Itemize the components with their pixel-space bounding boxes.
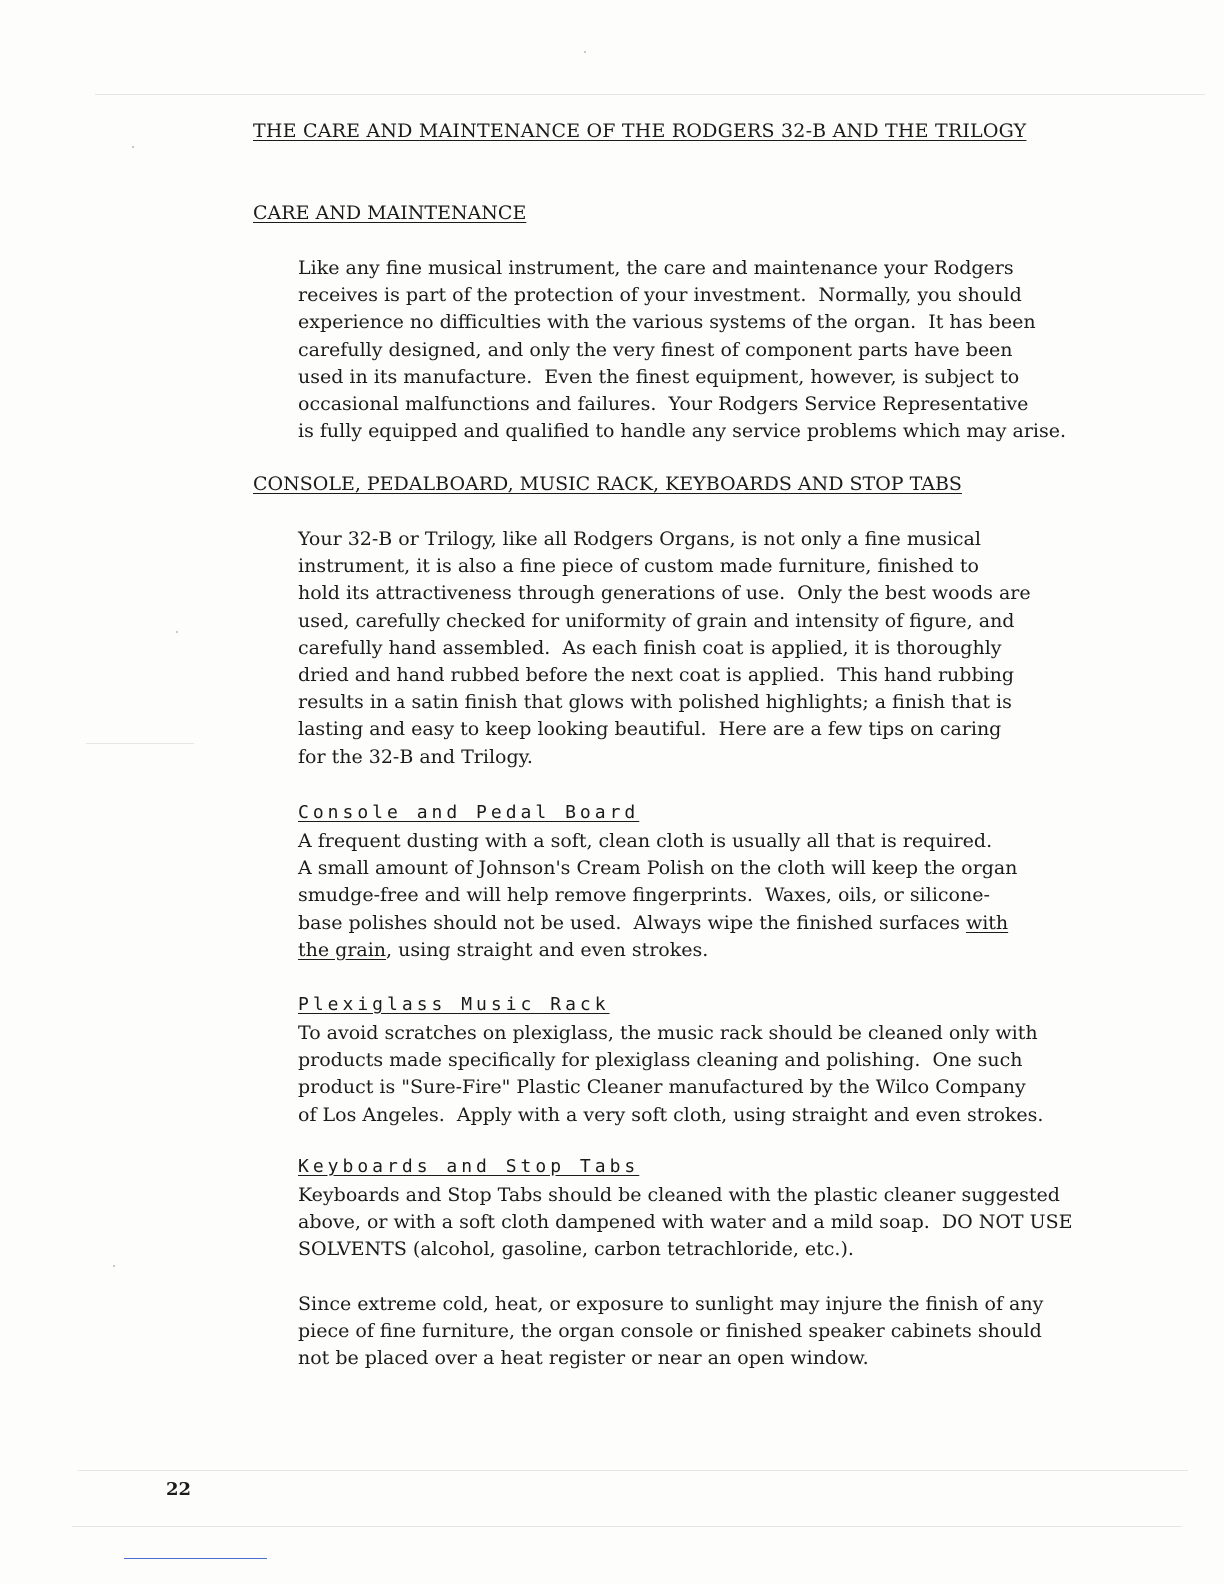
text-line: occasional malfunctions and failures. Your Rodgers Service Representative [298, 393, 1029, 416]
text-line: Your 32-B or Trilogy, like all Rodgers Organs, is not only a fine musical [298, 528, 981, 550]
document-title: THE CARE AND MAINTENANCE OF THE RODGERS 32-B AND THE TRILOGY [253, 120, 1027, 142]
underlined-text: with [965, 911, 1009, 934]
closing-paragraph [298, 1291, 1158, 1373]
text-line: A small amount of Johnson's Cream Polish on the cloth will keep the organ [298, 857, 1018, 880]
scan-speck [113, 1265, 115, 1267]
text-line [298, 910, 1158, 937]
subheading-keyboards: Keyboards and Stop Tabs [298, 1156, 640, 1177]
text-line: receives is part of the protection of your investment. Normally, you should [298, 284, 1022, 307]
text-line: product is "Sure-Fire" Plastic Cleaner manufactured by the Wilco Company [298, 1076, 1026, 1099]
text-line: To avoid scratches on plexiglass, the music rack should be cleaned only with [298, 1022, 1038, 1044]
text-segment: base polishes should not be used. Always wipe the finished surfaces [298, 911, 966, 934]
pedal-board-paragraph [298, 828, 1158, 964]
text-line: smudge-free and will help remove fingerprints. Waxes, oils, or silicone- [298, 884, 990, 907]
text-line: piece of fine furniture, the organ console or finished speaker cabinets should [298, 1320, 1042, 1343]
text-line: dried and hand rubbed before the next coat is applied. This hand rubbing [298, 664, 1015, 687]
scan-speck [584, 51, 586, 53]
keyboards-paragraph [298, 1182, 1158, 1264]
scan-rule-left [86, 743, 194, 744]
text-line: SOLVENTS (alcohol, gasoline, carbon tetrachloride, etc.). [298, 1238, 854, 1261]
text-line: products made specifically for plexiglass cleaning and polishing. One such [298, 1049, 1023, 1072]
text-line: Since extreme cold, heat, or exposure to sunlight may injure the finish of any [298, 1293, 1044, 1315]
scan-rule-footer [72, 1526, 1182, 1527]
text-segment: , using straight and even strokes. [386, 938, 709, 961]
text-line: for the 32-B and Trilogy. [298, 745, 533, 768]
text-line: Like any fine musical instrument, the care and maintenance your Rodgers [298, 257, 1014, 279]
text-line: used, carefully checked for uniformity of grain and intensity of figure, and [298, 609, 1015, 632]
subheading-pedal-board: Console and Pedal Board [298, 802, 640, 823]
scan-rule-top [95, 94, 1205, 95]
text-line: results in a satin finish that glows with polished highlights; a finish that is [298, 691, 1012, 714]
text-line: lasting and easy to keep looking beautiful. Here are a few tips on caring [298, 718, 1002, 741]
scan-speck [132, 146, 134, 148]
scan-speck [176, 631, 178, 633]
subheading-music-rack: Plexiglass Music Rack [298, 994, 610, 1015]
text-line: instrument, it is also a fine piece of custom made furniture, finished to [298, 555, 979, 578]
text-line: above, or with a soft cloth dampened with water and a mild soap. DO NOT USE [298, 1211, 1073, 1234]
scan-mark [124, 1558, 267, 1559]
section-heading-care: CARE AND MAINTENANCE [253, 202, 527, 224]
text-line: experience no difficulties with the various systems of the organ. It has been [298, 311, 1036, 334]
text-line: used in its manufacture. Even the finest equipment, however, is subject to [298, 365, 1020, 388]
text-line [298, 937, 1158, 964]
text-line: Keyboards and Stop Tabs should be cleaned with the plastic cleaner suggested [298, 1184, 1060, 1206]
text-line: A frequent dusting with a soft, clean cloth is usually all that is required. [298, 830, 993, 852]
care-paragraph [298, 255, 1158, 445]
text-line: of Los Angeles. Apply with a very soft cloth, using straight and even strokes. [298, 1103, 1044, 1126]
music-rack-paragraph [298, 1020, 1158, 1129]
text-line: is fully equipped and qualified to handle any service problems which may arise. [298, 420, 1067, 443]
text-line: carefully designed, and only the very finest of component parts have been [298, 338, 1013, 361]
underlined-text: the grain [298, 938, 387, 961]
console-paragraph [298, 526, 1158, 771]
section-heading-console: CONSOLE, PEDALBOARD, MUSIC RACK, KEYBOARDS AND STOP TABS [253, 473, 962, 495]
text-line: carefully hand assembled. As each finish coat is applied, it is thoroughly [298, 636, 1002, 659]
text-line: not be placed over a heat register or near an open window. [298, 1347, 869, 1370]
scan-rule-bottom [78, 1470, 1188, 1471]
page-number: 22 [166, 1479, 192, 1500]
text-line: hold its attractiveness through generations of use. Only the best woods are [298, 582, 1031, 605]
